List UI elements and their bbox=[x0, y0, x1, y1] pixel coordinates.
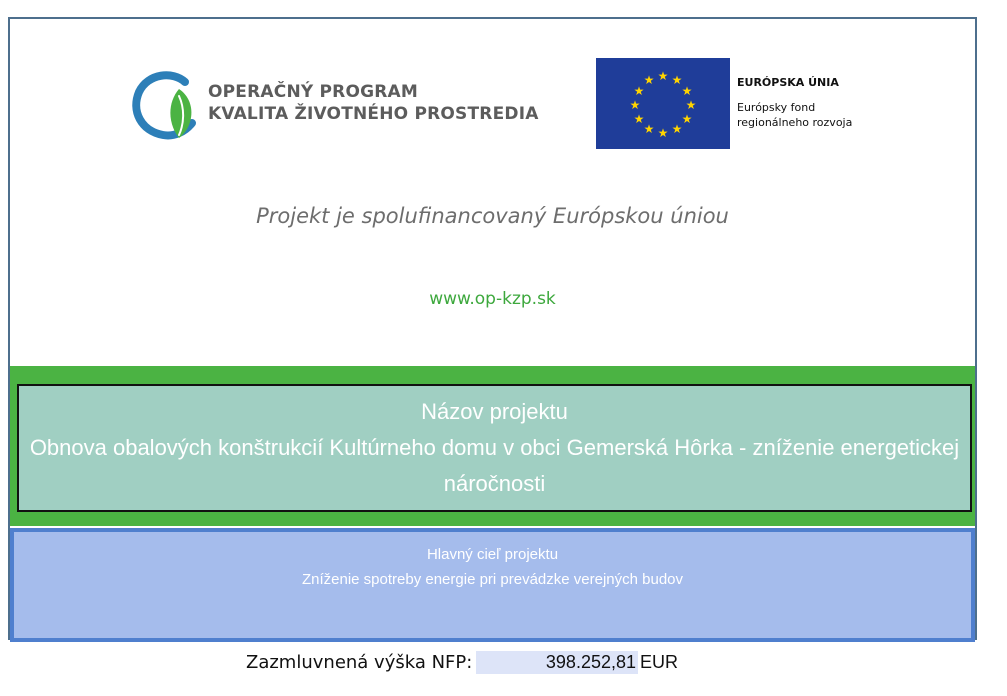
svg-text:★: ★ bbox=[657, 126, 669, 140]
project-name-band bbox=[10, 366, 975, 526]
svg-text:★: ★ bbox=[633, 112, 645, 126]
operational-program-logo bbox=[130, 69, 550, 141]
svg-text:★: ★ bbox=[657, 69, 669, 83]
cofinanced-statement: Projekt je spolufinancovaný Európskou úniou bbox=[256, 204, 729, 228]
website-link[interactable]: www.op-kzp.sk bbox=[429, 289, 556, 309]
eu-title: EURÓPSKA ÚNIA bbox=[737, 76, 839, 89]
project-name-label: Názov projektu bbox=[421, 399, 568, 424]
leaf-circle-logo-icon bbox=[130, 69, 202, 141]
svg-text:★: ★ bbox=[671, 122, 683, 136]
nfp-label: Zazmluvnená výška NFP: bbox=[246, 652, 473, 673]
svg-text:★: ★ bbox=[643, 73, 655, 87]
operational-program-name bbox=[208, 81, 539, 125]
svg-text:★: ★ bbox=[633, 84, 645, 98]
svg-text:★: ★ bbox=[629, 98, 641, 112]
eu-flag-icon bbox=[596, 58, 730, 149]
eu-fund-line-2: regionálneho rozvoja bbox=[737, 116, 853, 129]
svg-text:★: ★ bbox=[685, 98, 697, 112]
svg-text:★: ★ bbox=[671, 73, 683, 87]
eu-fund-text bbox=[737, 76, 852, 130]
svg-text:★: ★ bbox=[681, 112, 693, 126]
nfp-amount: 398.252,81 bbox=[476, 651, 638, 674]
svg-text:★: ★ bbox=[681, 84, 693, 98]
program-line-2: KVALITA ŽIVOTNÉHO PROSTREDIA bbox=[208, 104, 539, 124]
project-goal-value: Zníženie spotreby energie pri prevádzke verejných budov bbox=[301, 571, 684, 588]
eu-fund-line-1: Európsky fond bbox=[737, 101, 816, 114]
program-line-1: OPERAČNÝ PROGRAM bbox=[208, 82, 419, 102]
project-name-box bbox=[17, 384, 972, 512]
svg-text:★: ★ bbox=[643, 122, 655, 136]
project-goal-label: Hlavný cieľ projektu bbox=[426, 546, 559, 563]
project-name-value: Obnova obalových konštrukcií Kultúrneho domu v obci Gemerská Hôrka - zníženie energetickej náročnosti bbox=[29, 435, 960, 496]
information-board bbox=[8, 17, 977, 640]
nfp-currency: EUR bbox=[640, 652, 679, 672]
project-goal-box bbox=[10, 528, 975, 642]
